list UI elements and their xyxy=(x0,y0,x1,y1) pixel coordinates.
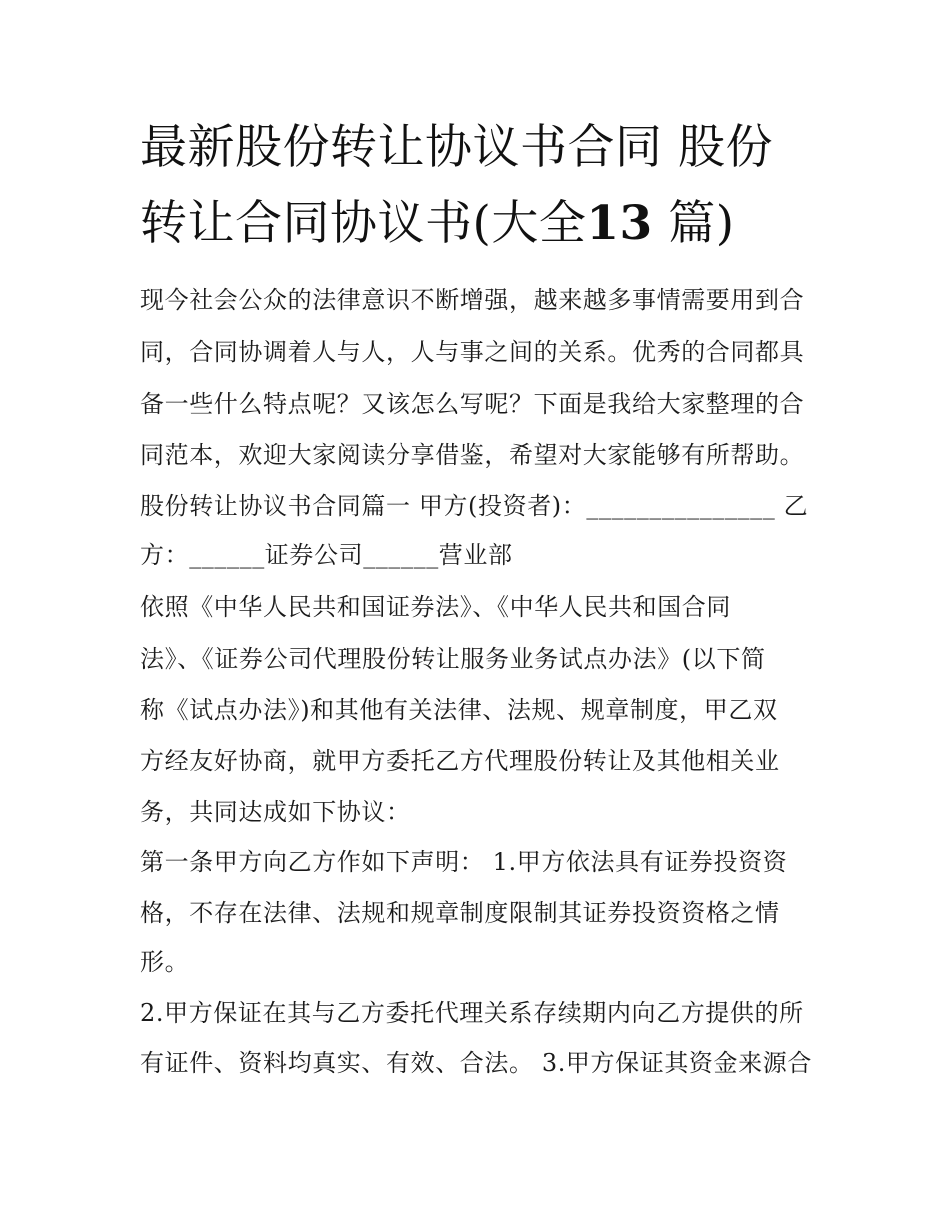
title-line-2-suffix: 篇) xyxy=(668,196,735,251)
body-line: 格，不存在法律、法规和规章制度限制其证券投资资格之情 xyxy=(140,899,780,927)
title-line-2-prefix: 转让合同协议书(大全 xyxy=(140,196,587,251)
body-line: 有证件、资料均真实、有效、合法。 3.甲方保证其资金来源合 xyxy=(140,1049,812,1077)
body-line: 备一些什么特点呢？又该怎么写呢？下面是我给大家整理的合 xyxy=(140,390,805,418)
body-line: 形。 xyxy=(140,948,190,976)
body-line: 依照《中华人民共和国证券法》、《中华人民共和国合同 xyxy=(140,593,731,621)
body-line: 同，合同协调着人与人，人与事之间的关系。优秀的合同都具 xyxy=(140,338,805,366)
document-title-line-2 xyxy=(140,196,735,252)
body-line: 方：______证券公司______营业部 xyxy=(140,541,513,569)
body-line: 现今社会公众的法律意识不断增强，越来越多事情需要用到合 xyxy=(140,286,805,314)
title-number: 13 xyxy=(586,196,653,251)
body-line: 法》、《证券公司代理股份转让服务业务试点办法》(以下简 xyxy=(140,645,766,673)
body-line: 股份转让协议书合同篇一 甲方(投资者)：_______________ 乙 xyxy=(140,492,809,520)
body-line: 务，共同达成如下协议： xyxy=(140,798,411,826)
body-line: 方经友好协商，就甲方委托乙方代理股份转让及其他相关业 xyxy=(140,747,780,775)
body-line: 第一条甲方向乙方作如下声明： 1.甲方依法具有证券投资资 xyxy=(140,848,788,876)
document-title-line-1: 最新股份转让协议书合同 股份 xyxy=(140,120,773,175)
body-line: 同范本，欢迎大家阅读分享借鉴，希望对大家能够有所帮助。 xyxy=(140,441,805,469)
body-line: 称《试点办法》)和其他有关法律、法规、规章制度，甲乙双 xyxy=(140,696,778,724)
body-line: 2.甲方保证在其与乙方委托代理关系存续期内向乙方提供的所 xyxy=(140,999,804,1027)
